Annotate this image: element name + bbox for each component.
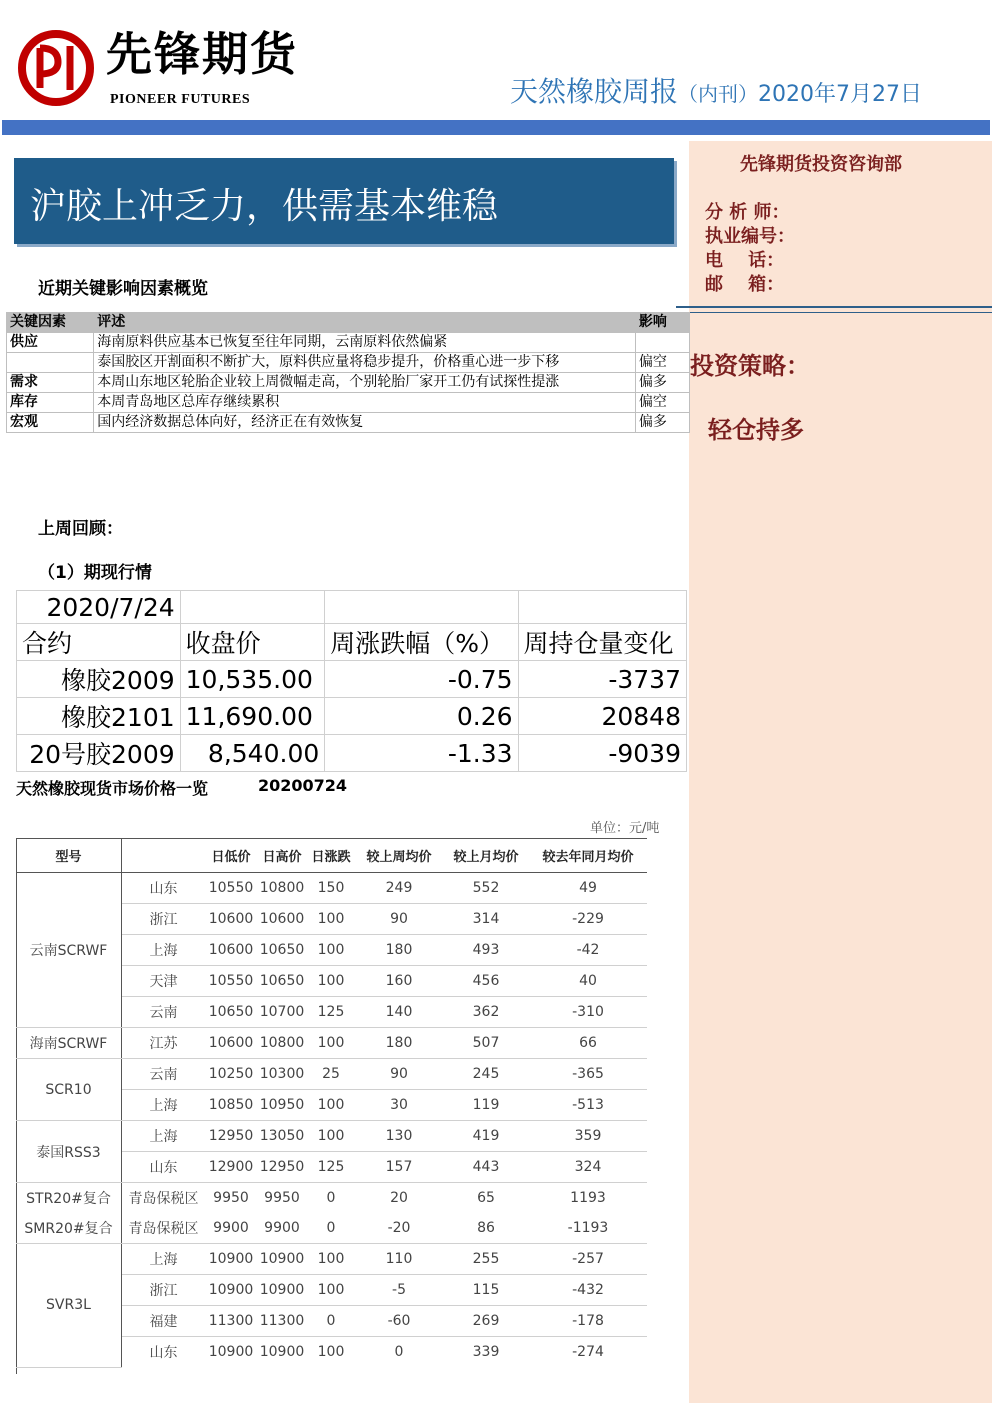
spot-cell: 245 [443, 1059, 529, 1090]
spot-cell: -310 [529, 997, 647, 1028]
spot-cell: 456 [443, 966, 529, 997]
spot-cell: 0 [307, 1213, 355, 1244]
spot-cell: 552 [443, 873, 529, 904]
report-date: 2020年7月27日 [758, 82, 922, 107]
spot-cell: 浙江 [122, 904, 206, 935]
review-title: 上周回顾： [38, 519, 123, 539]
report-title-sub: （内刊） [678, 82, 759, 106]
spot-cell: 65 [477, 1190, 495, 1206]
impact-cell: 偏多 [635, 413, 689, 433]
spot-cell: 12950 [205, 1121, 257, 1152]
spot-cell: 507 [443, 1028, 529, 1059]
spot-cell: 100 [307, 935, 355, 966]
spot-cell: -178 [529, 1306, 647, 1337]
email-label: 邮 箱： [705, 274, 785, 295]
company-logo [18, 30, 94, 106]
spot-price-table [16, 838, 647, 1368]
contract-cell: 橡胶2101 [17, 698, 181, 735]
spot-header-cell: 型号 [16, 839, 122, 873]
factors-table [6, 312, 690, 433]
spot-cell: 山东 [122, 873, 206, 904]
spot-type-cell: 泰国RSS3 [16, 1121, 122, 1183]
spot-cell: 249 [355, 873, 443, 904]
comment-cell: 泰国胶区开割面积不断扩大，原料供应量将稳步提升，价格重心进一步下移 [94, 353, 636, 373]
spot-cell: -1193 [529, 1213, 647, 1244]
spot-cell: 10800 [257, 1028, 307, 1059]
change-cell: 0.26 [325, 698, 518, 735]
spot-type-cell: SVR3L [16, 1244, 122, 1368]
futures-header-change: 周涨跌幅（%） [325, 624, 518, 661]
spot-cell: -60 [355, 1306, 443, 1337]
spot-cell: 150 [307, 873, 355, 904]
oi-cell: -9039 [518, 735, 686, 772]
spot-cell: 119 [443, 1090, 529, 1121]
spot-cell: 10950 [257, 1090, 307, 1121]
spot-header-cell: 较上月均价 [443, 839, 529, 873]
spot-cell: 25 [307, 1059, 355, 1090]
spot-cell: 云南 [122, 1059, 206, 1090]
spot-cell: 12900 [205, 1152, 257, 1183]
spot-cell: 10900 [257, 1244, 307, 1275]
factor-cell: 库存 [7, 393, 94, 413]
spot-cell: 40 [529, 966, 647, 997]
spot-type-cell: 海南SCRWF [16, 1028, 122, 1059]
oi-cell: 20848 [518, 698, 686, 735]
spot-cell: -274 [572, 1344, 604, 1360]
comment-cell: 本周山东地区轮胎企业较上周微幅走高，个别轮胎厂家开工仍有试探性提涨 [94, 373, 636, 393]
spot-cell: 山东 [122, 1152, 206, 1183]
futures-table [16, 590, 687, 772]
spot-cell: 上海 [122, 1244, 206, 1275]
futures-row [17, 661, 687, 698]
spot-cell: 10600 [205, 1028, 257, 1059]
factor-cell: 供应 [7, 333, 94, 353]
spot-row [16, 1121, 647, 1152]
spot-cell: 11300 [205, 1306, 257, 1337]
spot-cell: 314 [443, 904, 529, 935]
factor-cell [7, 353, 94, 373]
spot-cell: 20 [390, 1190, 408, 1206]
spot-cell: 10550 [205, 966, 257, 997]
spot-cell: -257 [529, 1244, 647, 1275]
spot-cell: 13050 [257, 1121, 307, 1152]
spot-cell: 100 [307, 966, 355, 997]
spot-cell: 362 [443, 997, 529, 1028]
comment-cell: 本周青岛地区总库存继续累积 [94, 393, 636, 413]
spot-cell: 10900 [205, 1244, 257, 1275]
strategy-title: 投资策略： [690, 352, 810, 380]
sidebar-panel [689, 141, 992, 1403]
spot-cell: 90 [355, 1059, 443, 1090]
spot-cell: 0 [307, 1306, 355, 1337]
factors-row [7, 393, 690, 413]
spot-header-cell [122, 839, 206, 873]
spot-cell: 90 [355, 904, 443, 935]
spot-header-cell: 日低价 [205, 839, 257, 873]
spot-cell: 上海 [122, 1090, 206, 1121]
impact-cell [635, 333, 689, 353]
spot-cell: 10900 [205, 1275, 257, 1306]
oi-cell: -3737 [518, 661, 686, 698]
spot-cell: 140 [355, 997, 443, 1028]
spot-cell: 10800 [257, 873, 307, 904]
department-name: 先锋期货投资咨询部 [740, 154, 902, 175]
spot-cell: 115 [443, 1275, 529, 1306]
spot-cell: -5 [355, 1275, 443, 1306]
spot-cell: 339 [472, 1344, 500, 1360]
spot-cell: 10250 [205, 1059, 257, 1090]
factors-row [7, 373, 690, 393]
impact-cell: 偏空 [635, 353, 689, 373]
impact-cell: 偏空 [635, 393, 689, 413]
spot-cell: 125 [307, 1152, 355, 1183]
futures-header-contract: 合约 [17, 624, 181, 661]
spot-cell: 10850 [205, 1090, 257, 1121]
spot-date: 20200724 [258, 776, 348, 795]
spot-cell: 100 [317, 1344, 345, 1360]
spot-row [16, 1028, 647, 1059]
spot-cell: 上海 [122, 935, 206, 966]
futures-date-row [17, 591, 687, 624]
brand-name-en: PIONEER FUTURES [110, 92, 251, 107]
futures-row [17, 735, 687, 772]
spot-cell: 100 [307, 1028, 355, 1059]
spot-row [16, 1244, 647, 1275]
report-title-main: 天然橡胶周报 [510, 75, 679, 108]
impact-cell: 偏多 [635, 373, 689, 393]
strategy-value: 轻仓持多 [708, 416, 804, 444]
comment-cell: 国内经济数据总体向好，经济正在有效恢复 [94, 413, 636, 433]
spot-cell: 9900 [205, 1213, 257, 1244]
spot-cell: 青岛保税区 [122, 1213, 206, 1244]
spot-cell: 10650 [205, 997, 257, 1028]
license-label: 执业编号： [705, 226, 795, 247]
review-subtitle: （1）期现行情 [38, 563, 152, 583]
spot-cell: 10650 [257, 935, 307, 966]
spot-header-cell: 较上周均价 [355, 839, 443, 873]
spot-cell: -20 [355, 1213, 443, 1244]
spot-cell: 10700 [257, 997, 307, 1028]
spot-cell: 10300 [257, 1059, 307, 1090]
factor-cell: 宏观 [7, 413, 94, 433]
factors-section-title: 近期关键影响因素概览 [38, 279, 208, 299]
spot-cell: 110 [355, 1244, 443, 1275]
futures-row [17, 698, 687, 735]
sidebar-divider [676, 306, 992, 308]
spot-header-row [16, 839, 647, 873]
spot-cell: 180 [355, 1028, 443, 1059]
spot-cell: 10550 [205, 873, 257, 904]
spot-cell: 100 [307, 904, 355, 935]
spot-cell: 493 [443, 935, 529, 966]
spot-row [16, 1059, 647, 1090]
spot-cell: 10900 [259, 1344, 305, 1360]
futures-header-row [17, 624, 687, 661]
spot-cell: 10600 [205, 904, 257, 935]
spot-type-cell: STR20#复合 [16, 1183, 122, 1214]
spot-cell: 443 [443, 1152, 529, 1183]
spot-cell: -513 [529, 1090, 647, 1121]
spot-cell: 157 [355, 1152, 443, 1183]
spot-cell: 10650 [257, 966, 307, 997]
sidebar-divider-thin [676, 312, 992, 313]
headline: 沪胶上冲乏力，供需基本维稳 [30, 186, 499, 227]
report-title [510, 70, 922, 110]
spot-cell: 浙江 [122, 1275, 206, 1306]
spot-type-cell: 云南SCRWF [16, 873, 122, 1028]
spot-cell: 1193 [570, 1190, 606, 1206]
spot-cell: 30 [355, 1090, 443, 1121]
spot-header-cell: 日涨跌 [307, 839, 355, 873]
spot-cell: 9950 [213, 1190, 249, 1206]
change-cell: -1.33 [325, 735, 518, 772]
spot-cell: -365 [529, 1059, 647, 1090]
factor-cell: 需求 [7, 373, 94, 393]
contract-cell: 20号胶2009 [17, 735, 181, 772]
spot-cell: 419 [443, 1121, 529, 1152]
spot-cell: 云南 [122, 997, 206, 1028]
spot-cell: -229 [529, 904, 647, 935]
spot-cell: 125 [307, 997, 355, 1028]
factors-row [7, 333, 690, 353]
spot-cell: 福建 [122, 1306, 206, 1337]
spot-cell: 100 [307, 1121, 355, 1152]
factors-row [7, 353, 690, 373]
factors-header-factor: 关键因素 [7, 313, 94, 333]
spot-row [16, 1183, 647, 1214]
spot-cell: 9950 [264, 1190, 300, 1206]
spot-cell: 86 [443, 1213, 529, 1244]
factors-header-impact: 影响 [635, 313, 689, 333]
close-cell: 11,690.00 [180, 698, 325, 735]
spot-header-cell: 较去年同月均价 [529, 839, 647, 873]
spot-title: 天然橡胶现货市场价格一览 [16, 779, 209, 798]
spot-cell: 天津 [122, 966, 206, 997]
spot-cell: 上海 [122, 1121, 206, 1152]
factors-row [7, 413, 690, 433]
futures-header-oi: 周持仓量变化 [518, 624, 686, 661]
close-cell: 10,535.00 [180, 661, 325, 698]
spot-cell: 100 [307, 1090, 355, 1121]
spot-cell: 324 [529, 1152, 647, 1183]
spot-cell: 11300 [257, 1306, 307, 1337]
spot-cell: 160 [355, 966, 443, 997]
futures-header-close: 收盘价 [180, 624, 325, 661]
futures-date: 2020/7/24 [17, 591, 181, 624]
spot-cell: 青岛保税区 [128, 1191, 199, 1207]
spot-cell: 269 [443, 1306, 529, 1337]
phone-label: 电 话： [705, 250, 785, 271]
spot-row [16, 873, 647, 904]
spot-cell: 10600 [257, 904, 307, 935]
contract-cell: 橡胶2009 [17, 661, 181, 698]
spot-cell: 10900 [208, 1344, 254, 1360]
spot-cell: 9900 [257, 1213, 307, 1244]
spot-cell: 0 [394, 1344, 404, 1360]
brand-name-cn: 先锋期货 [106, 27, 298, 81]
spot-cell: 180 [355, 935, 443, 966]
spot-cell: 10600 [205, 935, 257, 966]
spot-cell: 山东 [149, 1345, 178, 1361]
spot-row [16, 1213, 647, 1244]
header-bar [2, 120, 990, 135]
spot-cell: 255 [443, 1244, 529, 1275]
spot-cell: 0 [326, 1190, 336, 1206]
spot-header-cell: 日高价 [257, 839, 307, 873]
spot-unit: 单位：元/吨 [590, 821, 660, 836]
factors-header-row [7, 313, 690, 333]
spot-cell: 130 [355, 1121, 443, 1152]
spot-type-cell: SCR10 [16, 1059, 122, 1121]
spot-cell: 10900 [257, 1275, 307, 1306]
spot-cell: 100 [307, 1244, 355, 1275]
spot-cell: 66 [529, 1028, 647, 1059]
spot-cell: 359 [529, 1121, 647, 1152]
spot-cell: 江苏 [122, 1028, 206, 1059]
spot-cell: 12950 [257, 1152, 307, 1183]
comment-cell: 海南原料供应基本已恢复至往年同期，云南原料依然偏紧 [94, 333, 636, 353]
spot-cell: 49 [529, 873, 647, 904]
spot-cell: 100 [307, 1275, 355, 1306]
spot-cell: -432 [529, 1275, 647, 1306]
spot-cell: -42 [529, 935, 647, 966]
factors-header-comment: 评述 [94, 313, 636, 333]
change-cell: -0.75 [325, 661, 518, 698]
close-cell: 8,540.00 [180, 735, 325, 772]
analyst-label: 分 析 师： [705, 202, 790, 223]
spot-type-cell: SMR20#复合 [16, 1213, 122, 1244]
